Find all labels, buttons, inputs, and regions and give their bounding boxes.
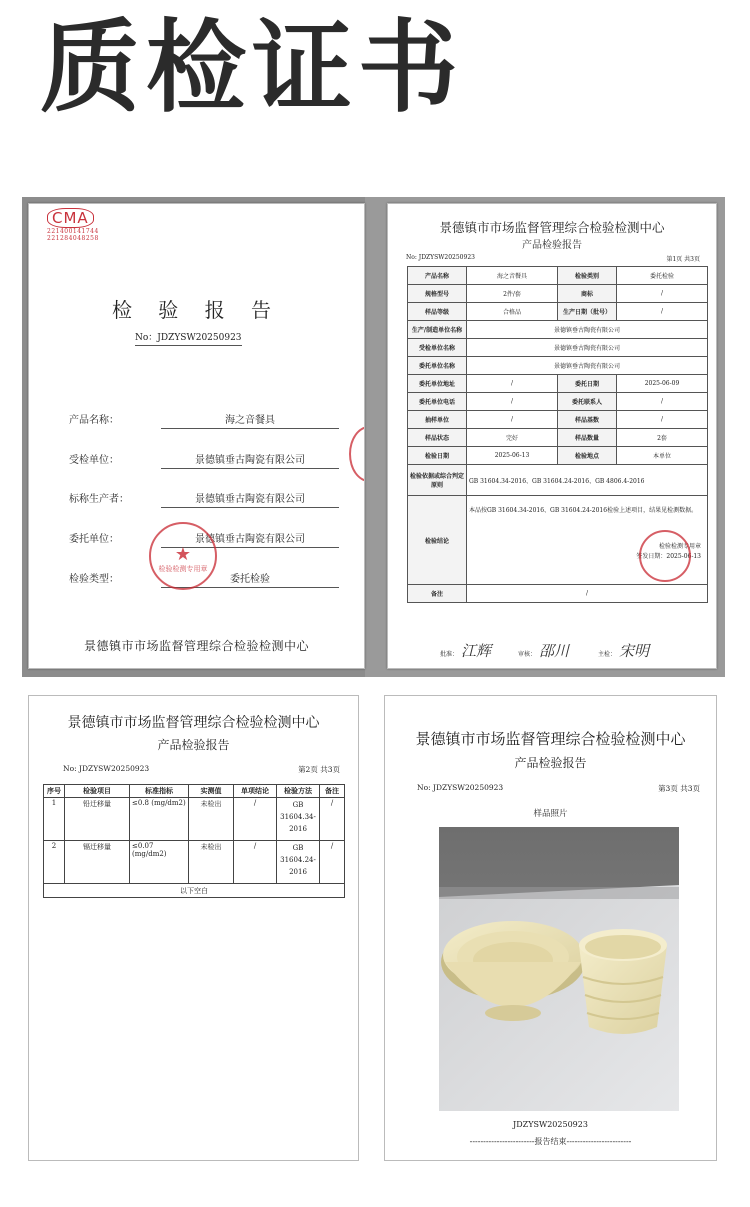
- stamp-note-text: 检验检测专用章: [658, 543, 701, 550]
- report-end-line: ------------------------报告结束------------------------: [469, 1137, 632, 1146]
- column-header: 检验项目: [65, 785, 130, 798]
- table-cell: 委托检验: [616, 267, 707, 285]
- table-cell: GB 31604.24-2016: [277, 841, 320, 884]
- test-results-table: [43, 784, 345, 898]
- report-header: 景德镇市市场监督管理综合检验检测中心: [67, 715, 320, 731]
- sig-name: 邵川: [539, 642, 570, 660]
- report-info-table: [407, 266, 708, 603]
- table-cell: 委托单位名称: [408, 357, 467, 375]
- table-cell: 委托单位电话: [408, 393, 467, 411]
- table-cell: /: [467, 411, 558, 429]
- column-header: 序号: [44, 785, 65, 798]
- report-number: No：JDZYSW20250923: [135, 330, 242, 346]
- table-cell: 未检出: [189, 798, 234, 841]
- row-label: 产品名称：: [69, 415, 119, 426]
- table-row: [408, 447, 708, 465]
- table-cell: 检验结论: [408, 496, 467, 585]
- row-value: 委托检验: [161, 570, 339, 588]
- table-row: [408, 321, 708, 339]
- conclusion-cell: [467, 496, 708, 585]
- table-cell: 景德镇垂古陶瓷有限公司: [467, 321, 708, 339]
- photo-caption: 样品照片: [533, 809, 568, 819]
- stamp-star-icon: ★: [174, 544, 192, 565]
- signature-main: [598, 640, 649, 661]
- table-row: [408, 585, 708, 603]
- table-cell: 检验地点: [557, 447, 616, 465]
- table-cell: 合格品: [467, 303, 558, 321]
- column-header: 标准指标: [130, 785, 189, 798]
- report-number: No: JDZYSW20250923: [406, 254, 475, 261]
- table-cell: 完好: [467, 429, 558, 447]
- official-stamp: [639, 530, 691, 582]
- report-header: 景德镇市市场监督管理综合检验检测中心: [439, 220, 665, 235]
- column-header: 单项结论: [234, 785, 277, 798]
- page-indicator: 第3页 共3页: [658, 784, 700, 793]
- cover-row: [69, 451, 339, 467]
- report-subtitle: 产品检验报告: [514, 756, 587, 770]
- table-row: [44, 884, 345, 898]
- report-header: 景德镇市市场监督管理综合检验检测中心: [415, 730, 686, 748]
- sig-name: 江辉: [461, 642, 492, 660]
- report-subtitle: 产品检验报告: [157, 738, 230, 752]
- signature-review: [518, 640, 569, 661]
- page-indicator: 第2页 共3页: [298, 765, 340, 774]
- table-cell: /: [234, 798, 277, 841]
- cover-title: 检 验 报 告: [111, 298, 282, 322]
- table-cell: 景德镇垂古陶瓷有限公司: [467, 339, 708, 357]
- table-cell: GB 31604.34-2016、GB 31604.24-2016、GB 4806.4-2016: [467, 465, 708, 496]
- table-row: [408, 411, 708, 429]
- table-cell: 2: [44, 841, 65, 884]
- row-label: 标称生产者：: [69, 494, 129, 505]
- table-cell: 产品名称: [408, 267, 467, 285]
- row-label: 委托单位：: [69, 534, 119, 545]
- table-row: [44, 798, 345, 841]
- table-cell: /: [320, 798, 345, 841]
- row-value: 景德镇垂古陶瓷有限公司: [161, 451, 339, 469]
- table-cell: ≤0.8 (mg/dm2): [130, 798, 189, 841]
- table-row: [408, 393, 708, 411]
- table-cell: ≤0.07 (mg/dm2): [130, 841, 189, 884]
- row-value: 景德镇垂古陶瓷有限公司: [161, 490, 339, 508]
- report-subtitle: 产品检验报告: [522, 240, 582, 251]
- table-cell: /: [320, 841, 345, 884]
- page-headline: 质检证书: [40, 9, 464, 126]
- table-cell: 铅迁移量: [65, 798, 130, 841]
- cover-footer: 景德镇市市场监督管理综合检验检测中心: [83, 639, 309, 653]
- table-cell: 海之音餐具: [467, 267, 558, 285]
- table-cell: 2件/套: [467, 285, 558, 303]
- table-cell: 本单位: [616, 447, 707, 465]
- table-row: [408, 429, 708, 447]
- table-cell: 未检出: [189, 841, 234, 884]
- table-cell: /: [616, 411, 707, 429]
- table-cell: 景德镇垂古陶瓷有限公司: [467, 357, 708, 375]
- table-footer: 以下空白: [44, 884, 345, 898]
- table-cell: /: [467, 375, 558, 393]
- table-cell: 受检单位名称: [408, 339, 467, 357]
- table-cell: 委托联系人: [557, 393, 616, 411]
- table-cell: 2套: [616, 429, 707, 447]
- table-row: [44, 841, 345, 884]
- table-cell: /: [234, 841, 277, 884]
- table-cell: 委托日期: [557, 375, 616, 393]
- table-cell: /: [467, 585, 708, 603]
- table-cell: 生产/制造单位名称: [408, 321, 467, 339]
- table-cell: /: [616, 285, 707, 303]
- table-row: [408, 267, 708, 285]
- row-value: 海之音餐具: [161, 411, 339, 429]
- table-cell: 样品数量: [557, 429, 616, 447]
- table-cell: 检验依据或综合判定原则: [408, 465, 467, 496]
- table-row: [408, 465, 708, 496]
- table-cell: 样品状态: [408, 429, 467, 447]
- table-cell: /: [616, 303, 707, 321]
- sample-photo-image: [439, 827, 679, 1111]
- cma-logo: CMA: [47, 208, 94, 228]
- edge-stamp: [349, 426, 365, 482]
- cma-mark: [47, 208, 99, 242]
- row-label: 检验类型：: [69, 574, 119, 585]
- report-number: No: JDZYSW20250923: [417, 783, 504, 792]
- bottom-report-number: JDZYSW20250923: [513, 1120, 588, 1129]
- table-row: [408, 303, 708, 321]
- table-cell: 商标: [557, 285, 616, 303]
- cover-row: [69, 411, 339, 427]
- table-cell: 2025-06-09: [616, 375, 707, 393]
- table-row: [408, 285, 708, 303]
- report-number: No: JDZYSW20250923: [63, 764, 150, 773]
- table-cell: 抽样单位: [408, 411, 467, 429]
- column-header: 备注: [320, 785, 345, 798]
- cma-number: 221284048258: [47, 235, 99, 242]
- report-cover-page: [28, 203, 365, 669]
- row-value: 景德镇垂古陶瓷有限公司: [161, 530, 339, 548]
- table-cell: GB 31604.34-2016: [277, 798, 320, 841]
- row-label: 受检单位：: [69, 455, 119, 466]
- table-row: [408, 375, 708, 393]
- official-stamp: [149, 522, 217, 590]
- page-indicator: 第1页 共3页: [666, 256, 700, 263]
- table-cell: 2025-06-13: [467, 447, 558, 465]
- table-cell: 样品等级: [408, 303, 467, 321]
- signature-approve: [440, 640, 491, 661]
- cover-row: [69, 490, 339, 506]
- sig-label: 主检：: [598, 651, 617, 658]
- table-row: [408, 339, 708, 357]
- stamp-text: 检验检测专用章: [158, 565, 208, 573]
- sample-photo: [439, 827, 679, 1111]
- table-cell: 1: [44, 798, 65, 841]
- table-cell: 检验日期: [408, 447, 467, 465]
- cma-number: 221400141744: [47, 228, 99, 235]
- table-cell: 备注: [408, 585, 467, 603]
- table-cell: 镉迁移量: [65, 841, 130, 884]
- report-page-1: [387, 203, 717, 669]
- sig-name: 宋明: [619, 642, 650, 660]
- table-header-row: [44, 785, 345, 798]
- column-header: 检验方法: [277, 785, 320, 798]
- column-header: 实测值: [189, 785, 234, 798]
- table-cell: 规格型号: [408, 285, 467, 303]
- sig-label: 批准：: [440, 651, 459, 658]
- table-cell: /: [467, 393, 558, 411]
- sig-label: 审核：: [518, 651, 537, 658]
- table-cell: /: [616, 393, 707, 411]
- report-page-2: [28, 695, 359, 1161]
- conclusion-text: 本品按GB 31604.34-2016、GB 31604.24-2016检验上述项目，结果见检测数据。: [469, 507, 698, 514]
- table-cell: 生产日期（批号）: [557, 303, 616, 321]
- table-cell: 样品基数: [557, 411, 616, 429]
- report-page-3: [384, 695, 717, 1161]
- issue-date: 签发日期：2025-06-13: [636, 553, 701, 560]
- table-cell: 委托单位地址: [408, 375, 467, 393]
- table-row: [408, 496, 708, 585]
- table-row: [408, 357, 708, 375]
- table-cell: 检验类别: [557, 267, 616, 285]
